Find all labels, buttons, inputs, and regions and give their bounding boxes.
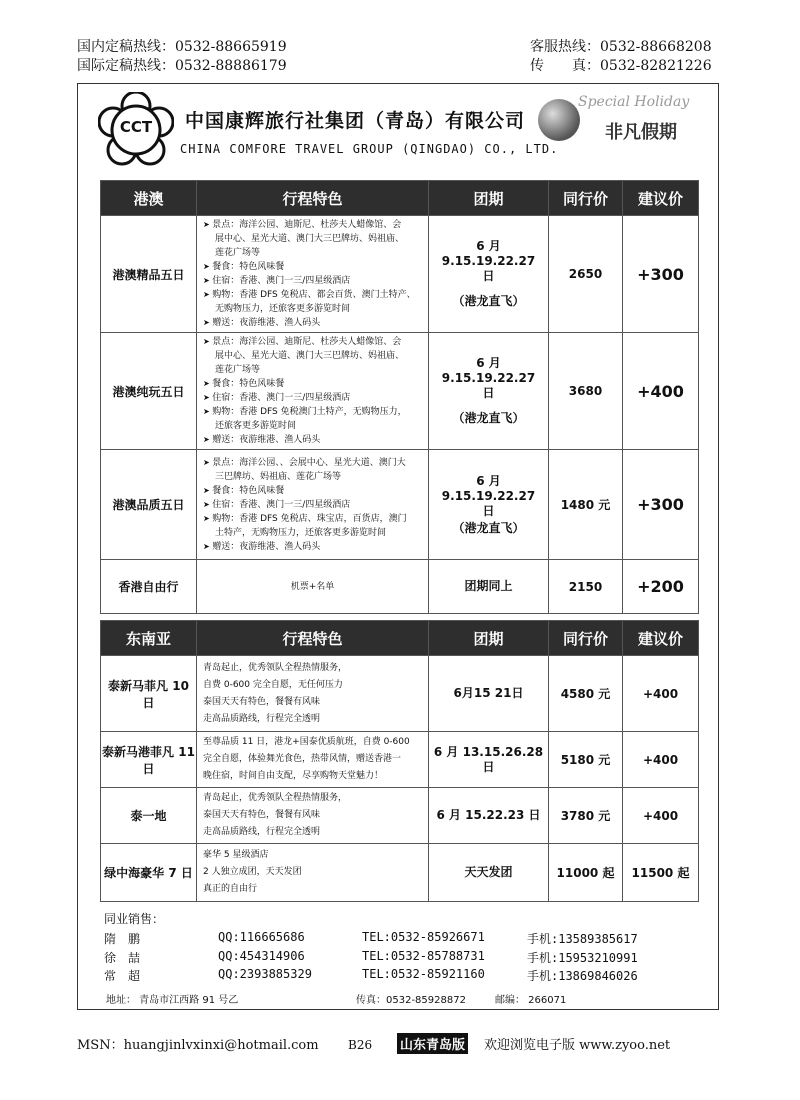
- table-header: 同行价: [549, 621, 623, 656]
- suggested-price: +300: [623, 450, 699, 560]
- trade-price: 5180 元: [549, 732, 623, 788]
- hk-macau-table: [100, 180, 699, 614]
- departure-dates: 6月15 21日: [429, 656, 549, 732]
- zip-code: 邮编： 266071: [495, 995, 567, 1006]
- table-row: [101, 656, 699, 732]
- route-features: 至尊品质 11 日，港龙+国泰优质航班，自费 0-600 完全自愿，体验舞光食色，热带风情，赠送香港一 晚住宿，时间自由支配，尽享购物天堂魅力！: [197, 732, 429, 788]
- table-header: 行程特色: [197, 621, 429, 656]
- sales-title: 同业销售：: [104, 912, 165, 926]
- page-number: B26: [348, 1038, 373, 1052]
- sales-qq: QQ:2393885329: [218, 967, 312, 981]
- sales-name: 常 超: [104, 969, 141, 983]
- departure-dates: 6 月 9.15.19.22.27 日 （港龙直飞）: [429, 450, 549, 560]
- table-row: [101, 788, 699, 844]
- route-features: 机票+名单: [197, 560, 429, 614]
- sales-tel: TEL:0532-85926671: [362, 930, 485, 944]
- trade-price: 11000 起: [549, 844, 623, 902]
- table-row: [101, 560, 699, 614]
- southeast-asia-table: [100, 620, 699, 902]
- sales-tel: TEL:0532-85921160: [362, 967, 485, 981]
- departure-dates: 6 月 9.15.19.22.27 日 （港龙直飞）: [429, 333, 549, 450]
- route-name: 港澳品质五日: [101, 450, 197, 560]
- route-features: 豪华 5 星级酒店 2 人独立成团，天天发团 真正的自由行: [197, 844, 429, 902]
- brand-ball-icon: [538, 99, 580, 141]
- table-header: 团期: [429, 621, 549, 656]
- msn-contact: MSN：huangjinlvxinxi@hotmail.com: [77, 1038, 319, 1053]
- departure-dates: 天天发团: [429, 844, 549, 902]
- table-header: 行程特色: [197, 181, 429, 216]
- route-features: ➤ 景点：海洋公园、迪斯尼、杜莎夫人蜡像馆、会 展中心、星光大道、澳门大三巴牌坊、妈祖庙、 莲花广场等 ➤ 餐食：特色风味餐 ➤ 住宿：香港、澳门一三/四星级酒店 ➤ 购物：香港 DFS 免税店、都会百货、澳门土特产、 无购物压力，还旅客更多游览时间 ➤ 赠送：夜游维港、渔人码头: [197, 216, 429, 333]
- table-header: 建议价: [623, 181, 699, 216]
- suggested-price: +200: [623, 560, 699, 614]
- table-row: [101, 732, 699, 788]
- logo-text: CCT: [119, 118, 153, 136]
- trade-price: 1480 元: [549, 450, 623, 560]
- table-row: [101, 844, 699, 902]
- table-header: 建议价: [623, 621, 699, 656]
- service-hotline: 客服热线：0532-88668208: [530, 39, 712, 55]
- route-name: 港澳精品五日: [101, 216, 197, 333]
- sales-mobile: 手机:13869846026: [527, 969, 638, 983]
- table-row: [101, 450, 699, 560]
- trade-price: 3680: [549, 333, 623, 450]
- departure-dates: 6 月 15.22.23 日: [429, 788, 549, 844]
- route-features: 青岛起止，优秀领队全程热情服务， 泰国天天有特色，餐餐有风味 走高品质路线，行程完全透明: [197, 788, 429, 844]
- table-header: 东南亚: [101, 621, 197, 656]
- suggested-price: +400: [623, 788, 699, 844]
- trade-price: 3780 元: [549, 788, 623, 844]
- route-name: 绿中海豪华 7 日: [101, 844, 197, 902]
- route-name: 泰新马菲凡 10 日: [101, 656, 197, 732]
- table-header: 同行价: [549, 181, 623, 216]
- route-features: ➤ 景点：海洋公园、、会展中心、星光大道、澳门大 三巴牌坊、妈祖庙、莲花广场等 ➤ 餐食：特色风味餐 ➤ 住宿：香港、澳门一三/四星级酒店 ➤ 购物：香港 DFS 免税店、珠宝店，百货店，澳门 土特产，无购物压力，还旅客更多游览时间 ➤ 赠送：夜游维港、渔人码头: [197, 450, 429, 560]
- table-header: 港澳: [101, 181, 197, 216]
- sales-name: 徐 喆: [104, 951, 141, 965]
- route-name: 泰一地: [101, 788, 197, 844]
- route-features: 青岛起止，优秀领队全程热情服务， 自费 0-600 完全自愿，无任何压力 泰国天天有特色，餐餐有风味 走高品质路线，行程完全透明: [197, 656, 429, 732]
- route-name: 香港自由行: [101, 560, 197, 614]
- fax-number: 传真：0532-85928872: [356, 995, 466, 1006]
- fax-line: 传 真：0532-82821226: [530, 58, 712, 74]
- route-features: ➤ 景点：海洋公园、迪斯尼、杜莎夫人蜡像馆、会 展中心、星光大道、澳门大三巴牌坊、妈祖庙、 莲花广场等 ➤ 餐食：特色风味餐 ➤ 住宿：香港、澳门一三/四星级酒店 ➤ 购物：香港 DFS 免税澳门土特产，无购物压力， 还旅客更多游览时间 ➤ 赠送：夜游维港、渔人码头: [197, 333, 429, 450]
- departure-dates: 6 月 13.15.26.28 日: [429, 732, 549, 788]
- table-header: 团期: [429, 181, 549, 216]
- domestic-hotline: 国内定稿热线：0532-88665919: [77, 39, 287, 55]
- route-name: 泰新马港菲凡 11 日: [101, 732, 197, 788]
- table-row: [101, 333, 699, 450]
- table-row: [101, 216, 699, 333]
- edition-badge: 山东青岛版: [397, 1033, 468, 1054]
- suggested-price: 11500 起: [623, 844, 699, 902]
- suggested-price: +400: [623, 732, 699, 788]
- sales-qq: QQ:454314906: [218, 949, 305, 963]
- company-name-en: CHINA COMFORE TRAVEL GROUP (QINGDAO) CO., LTD.: [180, 142, 559, 156]
- suggested-price: +400: [623, 333, 699, 450]
- sales-mobile: 手机:15953210991: [527, 951, 638, 965]
- trade-price: 2150: [549, 560, 623, 614]
- sales-name: 隋 鹏: [104, 932, 141, 946]
- address: 地址： 青岛市江西路 91 号乙: [106, 995, 239, 1006]
- sales-mobile: 手机:13589385617: [527, 932, 638, 946]
- brand-name-en: Special Holiday: [578, 94, 690, 110]
- suggested-price: +400: [623, 656, 699, 732]
- website-note: 欢迎浏览电子版 www.zyoo.net: [484, 1038, 671, 1053]
- departure-dates: 团期同上: [429, 560, 549, 614]
- company-name-cn: 中国康辉旅行社集团（青岛）有限公司: [185, 110, 526, 132]
- trade-price: 2650: [549, 216, 623, 333]
- sales-qq: QQ:116665686: [218, 930, 305, 944]
- intl-hotline: 国际定稿热线：0532-88886179: [77, 58, 287, 74]
- suggested-price: +300: [623, 216, 699, 333]
- departure-dates: 6 月 9.15.19.22.27 日 （港龙直飞）: [429, 216, 549, 333]
- sales-tel: TEL:0532-85788731: [362, 949, 485, 963]
- brand-name-cn: 非凡假期: [605, 122, 677, 143]
- route-name: 港澳纯玩五日: [101, 333, 197, 450]
- trade-price: 4580 元: [549, 656, 623, 732]
